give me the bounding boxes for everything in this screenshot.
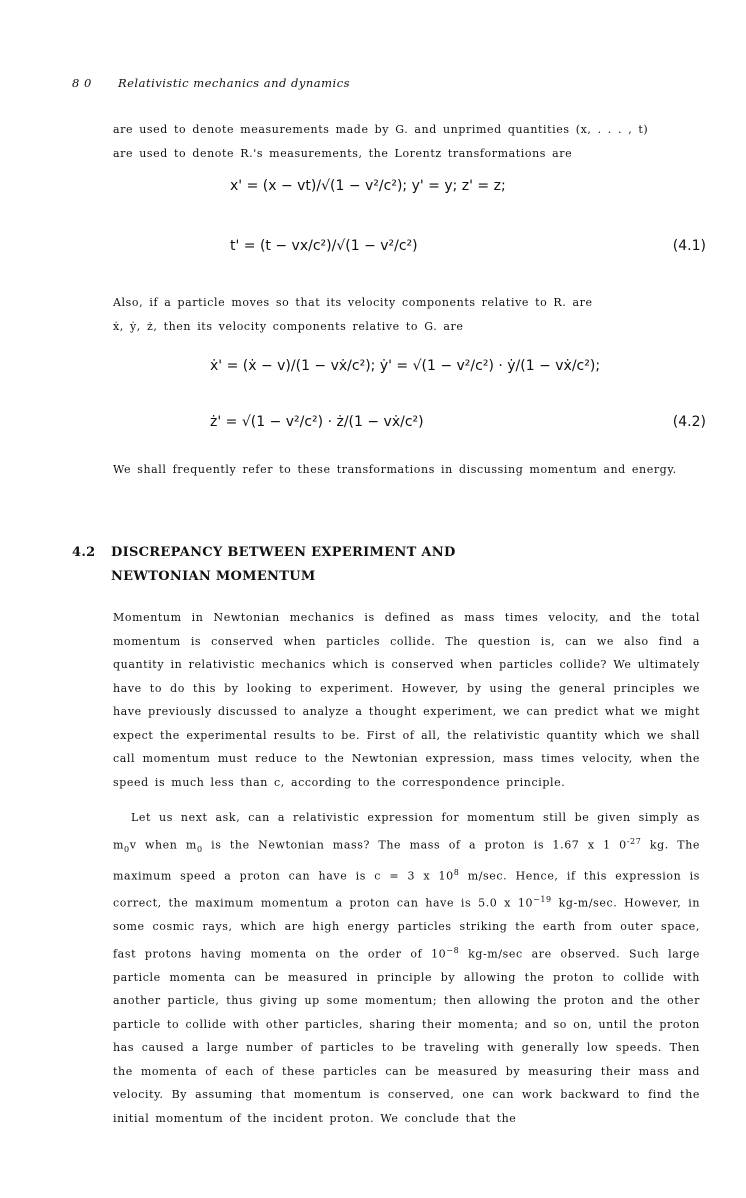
velocity-line-2: ẋ, ẏ, ż, then its velocity components relative to G. are xyxy=(113,319,464,333)
intro-line-2: are used to denote R.'s measurements, the Lorentz transformations are xyxy=(113,146,573,160)
equation-number-4-2: (4.2) xyxy=(672,414,706,430)
intro-line-1: are used to denote measurements made by G. and unprimed quantities (x, . . . , t) xyxy=(113,123,649,136)
text-run: v when m xyxy=(129,838,197,852)
text-run: is the Newtonian mass? The mass of a proton is 1.67 x 1 0 xyxy=(202,838,627,852)
intro-paragraph xyxy=(113,118,700,165)
equation-4-2-line-1: ẋ' = (ẋ − v)/(1 − vẋ/c²); ẏ' = √(1 − v²/c²) · ẏ/(1 − vẋ/c²); xyxy=(210,358,601,374)
running-title: Relativistic mechanics and dynamics xyxy=(117,76,351,90)
exponent: 8 xyxy=(453,867,460,877)
refer-paragraph: We shall frequently refer to these transformations in discussing momentum and energy. xyxy=(113,463,677,476)
section-heading xyxy=(72,541,692,589)
equation-4-1-line-1: x' = (x − vt)/√(1 − v²/c²); y' = y; z' = z; xyxy=(230,178,506,194)
body-paragraph-1: Momentum in Newtonian mechanics is defined as mass times velocity, and the total momentum is conserved when particles collide. The question is, can we also find a quantity in relativistic mechanics which is conserved when particles collide? We ultimately have to do this by looking to experiment. However, by using the general principles we have previously discussed to analyze a thought experiment, we can predict what we might expect the experimental results to be. First of all, the relativistic quantity which we shall call momentum must reduce to the Newtonian expression, mass times velocity, when the speed is much less than c, according to the correspondence principle. xyxy=(113,611,700,789)
exponent: −8 xyxy=(446,945,460,955)
text-run: kg. The maximum speed a proton can have is c = 3 x 10 xyxy=(113,838,700,883)
equation-4-2-line-2: ż' = √(1 − v²/c²) · ż/(1 − vẋ/c²) xyxy=(210,414,424,430)
velocity-line-1: Also, if a particle moves so that its velocity components relative to R. are xyxy=(113,296,593,309)
exponent: -27 xyxy=(626,836,642,846)
text-run: kg-m/sec. However, in some cosmic rays, which are high energy particles striking the earth from outer space, fast protons having momenta on the order of 10 xyxy=(113,896,701,961)
subscript-zero: 0 xyxy=(124,844,130,854)
section-title-line-1: DISCREPANCY BETWEEN EXPERIMENT AND xyxy=(111,545,456,560)
section-number: 4.2 xyxy=(72,545,96,560)
section-title-line-2: NEWTONIAN MOMENTUM xyxy=(111,569,316,584)
text-run: m/sec. Hence, if this expression is correct, the maximum momentum a proton can have is 5.0 x 10 xyxy=(113,869,701,910)
exponent: −19 xyxy=(533,895,552,904)
text-run: kg-m/sec are observed. Such large particle momenta can be measured in principle by allowing the proton to collide with another particle, thus giving up some momentum; then allowing the proton and the other particle to collide with other particles, sharing their momenta; and so on, until the proton has caused a large number of particles to be traveling with generally low speeds. Then the momenta of each of these particles can be measured by measuring their mass and velocity. By assuming that momentum is conserved, one can work backward to find the initial momentum of the incident proton. We conclude that the xyxy=(113,947,700,1125)
velocity-paragraph xyxy=(113,291,700,338)
body-paragraph-2 xyxy=(113,806,700,1130)
subscript-zero: 0 xyxy=(196,844,203,854)
equation-number-4-1: (4.1) xyxy=(672,238,706,254)
page-number: 8 0 xyxy=(72,76,92,90)
text-run: Let us next ask, can a relativistic expression for momentum still be given simply as m xyxy=(113,811,700,852)
running-head xyxy=(72,76,712,90)
equation-4-1-line-2: t' = (t − vx/c²)/√(1 − v²/c²) xyxy=(230,238,418,254)
